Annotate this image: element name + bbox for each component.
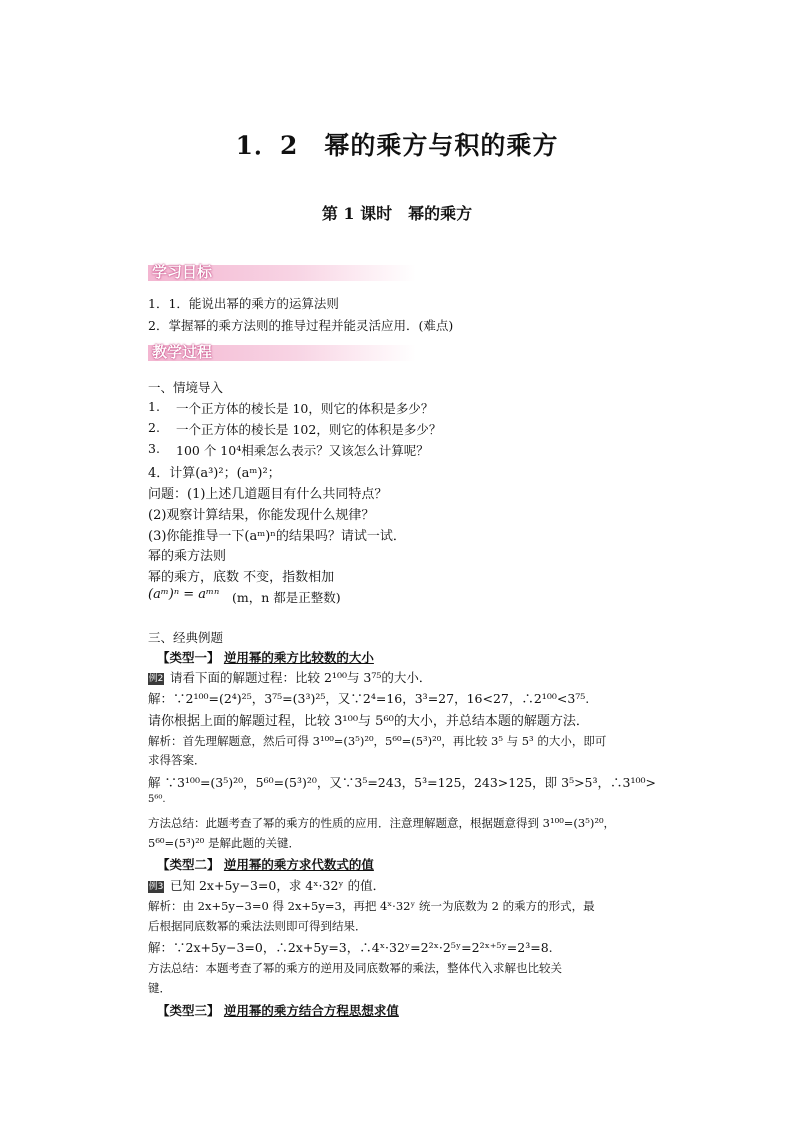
ex2-solution: 解：∵2¹⁰⁰=(2⁴)²⁵，3⁷⁵=(3³)²⁵，又∵2⁴=16，3³=27，16<27，∴2¹⁰⁰<3⁷⁵. — [148, 691, 590, 706]
intro-item-1-num: 1. — [148, 399, 160, 414]
ex2-answer-2: 5⁶⁰. — [148, 794, 166, 805]
type3-title: 逆用幂的乘方结合方程思想求值 — [223, 1003, 399, 1018]
rule-title: 幂的乘方法则 — [148, 549, 227, 564]
ex2-task: 请你根据上面的解题过程，比较 3¹⁰⁰与 5⁶⁰的大小，并总结本题的解题方法． — [148, 714, 589, 729]
page-subtitle: 第 1 课时 幂的乘方 — [321, 204, 473, 223]
ex2-badge: 例2 — [148, 673, 164, 684]
process-section-label: 教学过程 — [152, 343, 213, 361]
goal-item-1: 1．1．能说出幂的乘方的运算法则 — [148, 296, 339, 311]
ex2-analysis-1: 解析：首先理解题意，然后可得 3¹⁰⁰=(3⁵)²⁰，5⁶⁰=(5³)²⁰，再比较 3⁵ 与 5³ 的大小，即可 — [148, 734, 607, 748]
intro-question-1: 问题：(1)上述几道题目有什么共同特点？ — [148, 487, 388, 502]
ex3-answer: 解：∵2x+5y−3=0，∴2x+5y=3，∴4ˣ·32ʸ=2²ˣ·2⁵ʸ=2²ˣ⁺⁵ʸ=2³=8. — [148, 940, 553, 955]
type1-header — [157, 648, 374, 666]
ex3-badge: 例3 — [148, 881, 164, 892]
ex2-answer-1: 解 ∵3¹⁰⁰=(3⁵)²⁰，5⁶⁰=(5³)²⁰，又∵3⁵=243，5³=125，243>125，即 3⁵>5³，∴3¹⁰⁰> — [148, 775, 656, 790]
type2-header — [157, 855, 374, 873]
goal-item-2: 2．掌握幂的乘方法则的推导过程并能灵活应用．(难点) — [148, 318, 454, 333]
ex2-summary-1: 方法总结：此题考查了幂的乘方的性质的应用．注意理解题意，根据题意得到 3¹⁰⁰=(3⁵)²⁰， — [148, 816, 616, 830]
intro-question-3: (3)你能推导一下(aᵐ)ⁿ的结果吗？请试一试． — [148, 529, 406, 544]
intro-item-1-text: 一个正方体的棱长是 10，则它的体积是多少？ — [176, 401, 434, 416]
ex3-question: 已知 2x+5y−3=0，求 4ˣ·32ʸ 的值． — [170, 878, 386, 893]
intro-item-3-text: 100 个 10⁴相乘怎么表示？又该怎么计算呢？ — [176, 443, 429, 458]
ex2-summary-2: 5⁶⁰=(5³)²⁰ 是解此题的关键． — [148, 836, 300, 850]
intro-item-2-text: 一个正方体的棱长是 102，则它的体积是多少？ — [176, 422, 442, 437]
type1-title: 逆用幂的乘方比较数的大小 — [223, 650, 374, 665]
intro-question-2: (2)观察计算结果，你能发现什么规律？ — [148, 508, 375, 523]
ex3-summary-1: 方法总结：本题考查了幂的乘方的逆用及同底数幂的乘法，整体代入求解也比较关 — [148, 961, 562, 975]
intro-calc: 4．计算(a³)²；(aᵐ)²； — [148, 466, 281, 481]
rule-formula: (aᵐ)ⁿ = aᵐⁿ — [148, 587, 220, 602]
type3-header — [157, 1001, 399, 1019]
intro-item-3-num: 3. — [148, 441, 160, 456]
type1-tag: 【类型一】 — [157, 650, 220, 665]
ex3-analysis-1: 解析：由 2x+5y−3=0 得 2x+5y=3，再把 4ˣ·32ʸ 统一为底数为 2 的乘方的形式，最 — [148, 899, 595, 913]
intro-item-2-num: 2. — [148, 420, 160, 435]
ex2-analysis-2: 求得答案． — [148, 753, 206, 767]
rule-formula-note: (m，n 都是正整数) — [232, 590, 341, 605]
ex2-question-line — [148, 668, 431, 686]
rule-text: 幂的乘方，底数 不变，指数相加 — [148, 570, 335, 585]
type3-tag: 【类型三】 — [157, 1003, 220, 1018]
type2-tag: 【类型二】 — [157, 857, 220, 872]
page-title: 1．2 幂的乘方与积的乘方 — [235, 131, 559, 160]
ex2-question: 请看下面的解题过程：比较 2¹⁰⁰与 3⁷⁵的大小． — [170, 670, 432, 685]
type2-title: 逆用幂的乘方求代数式的值 — [223, 857, 374, 872]
ex3-analysis-2: 后根据同底数幂的乘法法则即可得到结果． — [148, 919, 367, 933]
ex3-question-line — [148, 876, 385, 894]
goals-section-label: 学习目标 — [152, 263, 213, 281]
examples-heading: 三、经典例题 — [148, 630, 224, 645]
ex3-summary-2: 键． — [148, 981, 171, 995]
intro-heading: 一、情境导入 — [148, 380, 224, 395]
